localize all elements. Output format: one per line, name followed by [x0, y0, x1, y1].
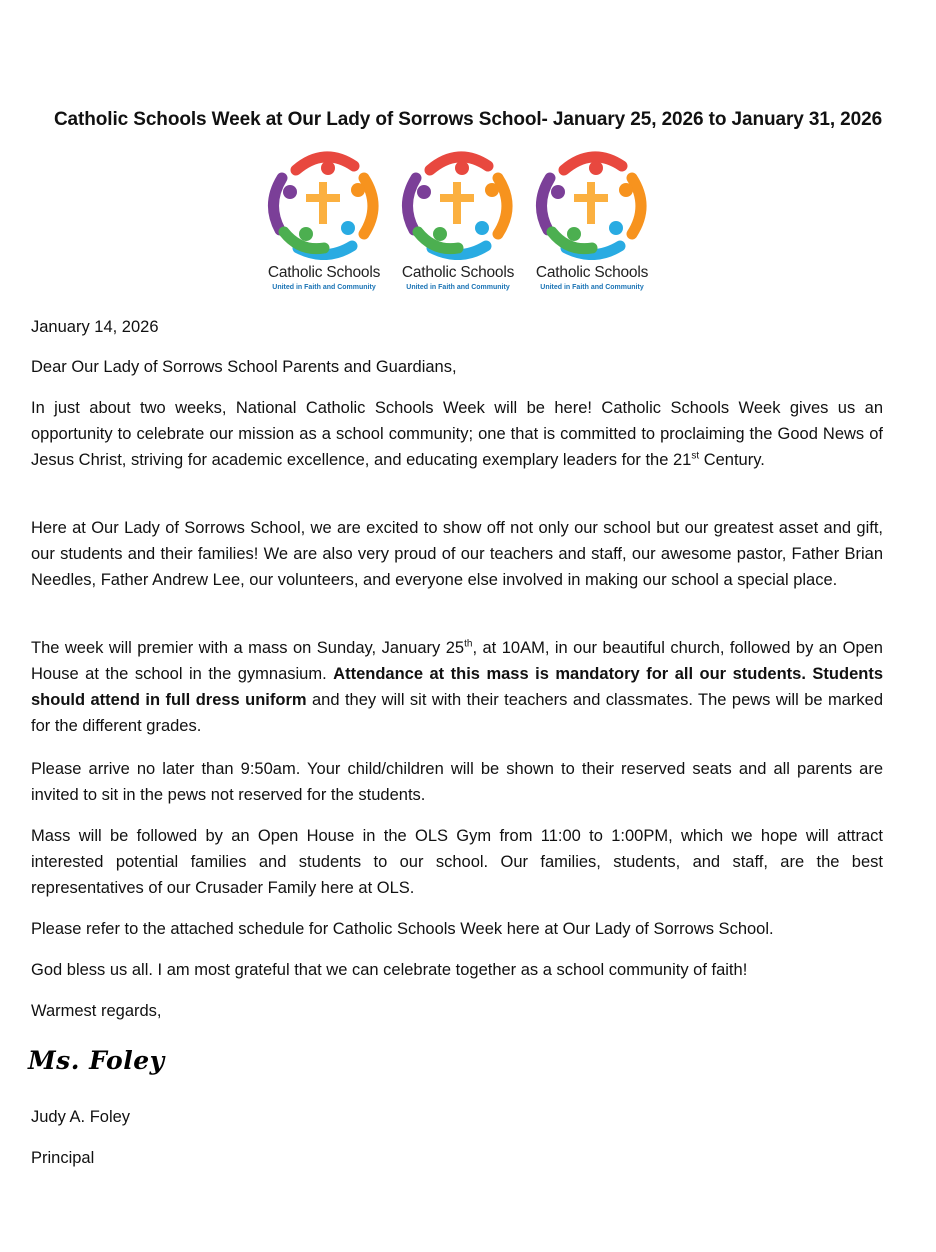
catholic-schools-logo [525, 148, 659, 298]
signature: Ms. Foley [28, 1046, 165, 1075]
paragraph-open-house: Mass will be followed by an Open House in the OLS Gym from 11:00 to 1:00PM, which we hope will attract interested potential families and students to our school. Our families, students, and staff, are the best representatives of our Crusader Family here at OLS. [31, 827, 883, 897]
mass-text-d: and they will sit with their teachers and classmates. The pews will be marked for the different grades. [31, 691, 883, 735]
catholic-schools-emblem-icon [266, 148, 382, 260]
dress-uniform-notice: Students should attend in full dress uniform [31, 665, 883, 709]
logo-name: Catholic Schools [267, 264, 381, 281]
paragraph-mass [31, 635, 883, 739]
ordinal-suffix: st [691, 450, 700, 462]
logo-tagline: United in Faith and Community [540, 284, 644, 291]
salutation: Dear Our Lady of Sorrows School Parents and Guardians, [31, 358, 457, 376]
paragraph-schedule: Please refer to the attached schedule for Catholic Schools Week here at Our Lady of Sorrows School. [31, 920, 774, 938]
catholic-schools-emblem-icon [534, 148, 650, 260]
letter-date: January 14, 2026 [31, 318, 159, 336]
mass-text-a: The week will premier with a mass on Sunday, January 25 [31, 639, 465, 657]
ordinal-suffix: th [464, 638, 473, 650]
logo-tagline: United in Faith and Community [406, 284, 510, 291]
paragraph-welcome: Here at Our Lady of Sorrows School, we are excited to show off not only our school but our greatest asset and gift, our students and their families! We are also very proud of our teachers and staff, our awesome pastor, Father Brian Needles, Father Andrew Lee, our volunteers, and everyone else involved in making our school a special place. [31, 519, 883, 589]
logo-tagline: United in Faith and Community [272, 284, 376, 291]
catholic-schools-logo [391, 148, 525, 298]
catholic-schools-emblem-icon [400, 148, 516, 260]
logo-name: Catholic Schools [401, 264, 515, 281]
logo-row [257, 148, 659, 298]
paragraph-blessing: God bless us all. I am most grateful that we can celebrate together as a school community of faith! [31, 961, 748, 979]
signer-name: Judy A. Foley [31, 1108, 131, 1126]
paragraph-intro-text: In just about two weeks, National Catholic Schools Week will be here! Catholic Schools Week gives us an opportunity to celebrate our mission as a school community; one that is committed to proclaiming the Good News of Jesus Christ, striving for academic excellence, and educating exemplary leaders for the 21 [31, 399, 883, 469]
mandatory-attendance-notice: Attendance at this mass is mandatory for all our students. [333, 665, 806, 683]
paragraph-arrival: Please arrive no later than 9:50am. Your child/children will be shown to their reserved seats and all parents are invited to sit in the pews not reserved for the students. [31, 760, 883, 804]
mass-text-b: , at 10AM, in our beautiful church, followed by an Open House at the school in the gymnasium. [31, 639, 883, 683]
signer-title: Principal [31, 1149, 95, 1167]
paragraph-intro-end: Century. [699, 451, 765, 469]
catholic-schools-logo [257, 148, 391, 298]
paragraph-intro [31, 395, 883, 473]
closing: Warmest regards, [31, 1002, 162, 1020]
letter-title: Catholic Schools Week at Our Lady of Sorrows School- January 25, 2026 to January 31, 2026 [53, 109, 883, 130]
logo-name: Catholic Schools [535, 264, 649, 281]
